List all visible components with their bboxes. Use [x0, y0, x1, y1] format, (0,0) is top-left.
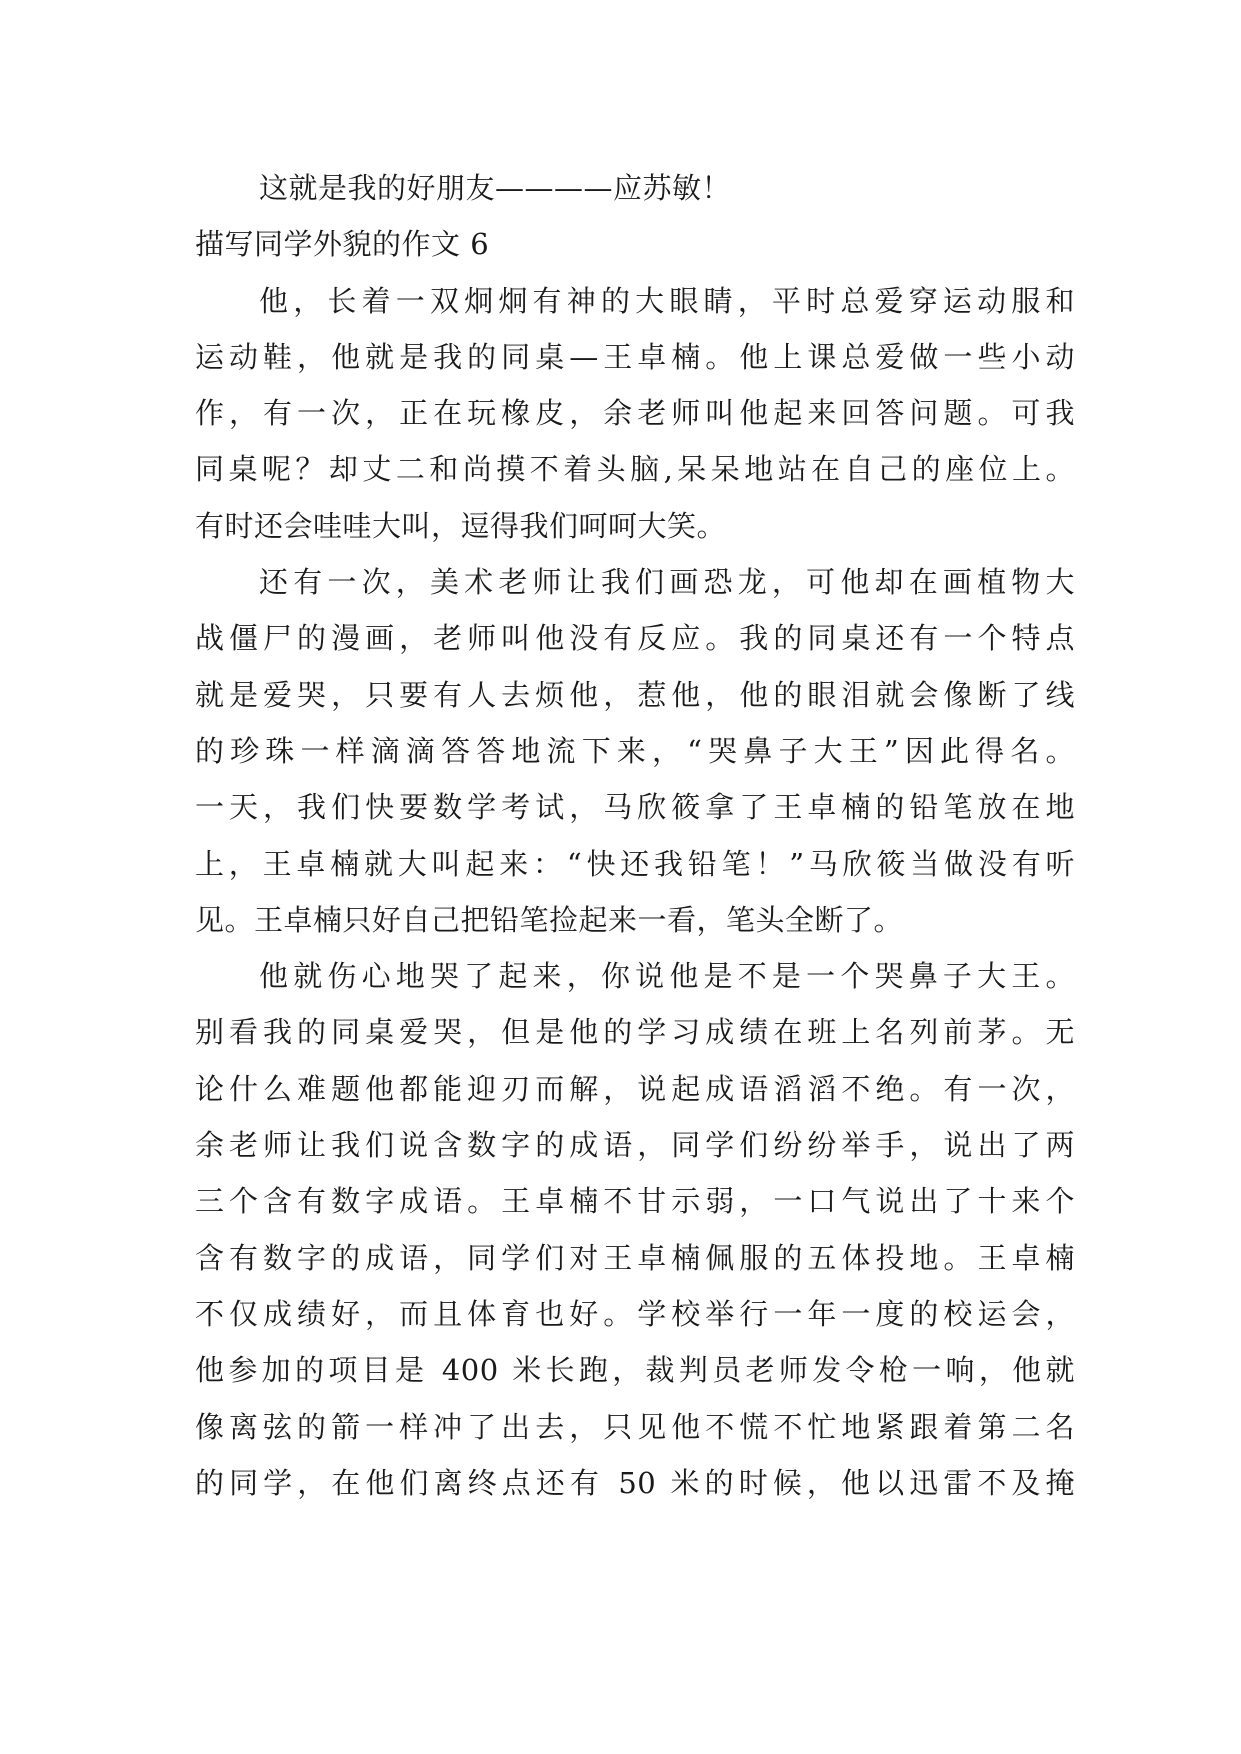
paragraph-3-line-6: 含有数字的成语，同学们对王卓楠佩服的五体投地。王卓楠 [195, 1240, 1075, 1275]
paragraph-3-line-9: 像离弦的箭一样冲了出去，只见他不慌不忙地紧跟着第二名 [195, 1409, 1075, 1444]
closing-line: 这就是我的好朋友————应苏敏！ [259, 171, 732, 205]
paragraph-3-line-1: 他就伤心地哭了起来，你说他是不是一个哭鼻子大王。 [259, 959, 1075, 994]
paragraph-3-line-8: 他参加的项目是 400 米长跑，裁判员老师发令枪一响，他就 [195, 1353, 1075, 1388]
paragraph-2-line-3: 就是爱哭，只要有人去烦他，惹他，他的眼泪就会像断了线 [195, 677, 1075, 712]
paragraph-2-line-6: 上，王卓楠就大叫起来：“快还我铅笔！”马欣筱当做没有听 [195, 846, 1075, 881]
paragraph-2-line-1: 还有一次，美术老师让我们画恐龙，可他却在画植物大 [259, 565, 1075, 600]
paragraph-1-line-2: 运动鞋，他就是我的同桌—王卓楠。他上课总爱做一些小动 [195, 339, 1075, 374]
paragraph-3-line-10: 的同学，在他们离终点还有 50 米的时候，他以迅雷不及掩 [195, 1465, 1075, 1500]
paragraph-3-line-5: 三个含有数字成语。王卓楠不甘示弱，一口气说出了十来个 [195, 1184, 1075, 1219]
paragraph-1-line-3: 作，有一次，正在玩橡皮，余老师叫他起来回答问题。可我 [195, 396, 1075, 431]
paragraph-2-line-2: 战僵尸的漫画，老师叫他没有反应。我的同桌还有一个特点 [195, 621, 1075, 656]
paragraph-3-line-3: 论什么难题他都能迎刃而解，说起成语滔滔不绝。有一次， [195, 1071, 1075, 1106]
document-body [195, 160, 1075, 1511]
paragraph-1-line-5: 有时还会哇哇大叫，逗得我们呵呵大笑。 [195, 508, 727, 543]
paragraph-3-line-7: 不仅成绩好，而且体育也好。学校举行一年一度的校运会， [195, 1296, 1075, 1331]
paragraph-1-line-4: 同桌呢？却丈二和尚摸不着头脑,呆呆地站在自己的座位上。 [195, 452, 1075, 487]
essay-heading: 描写同学外貌的作文 6 [195, 227, 490, 262]
paragraph-3-line-2: 别看我的同桌爱哭，但是他的学习成绩在班上名列前茅。无 [195, 1015, 1075, 1050]
paragraph-3-line-4: 余老师让我们说含数字的成语，同学们纷纷举手，说出了两 [195, 1128, 1075, 1163]
paragraph-2-line-5: 一天，我们快要数学考试，马欣筱拿了王卓楠的铅笔放在地 [195, 790, 1075, 825]
paragraph-1-line-1: 他，长着一双炯炯有神的大眼睛，平时总爱穿运动服和 [259, 283, 1075, 318]
paragraph-2-line-4: 的珍珠一样滴滴答答地流下来，“哭鼻子大王”因此得名。 [195, 733, 1075, 768]
paragraph-2-line-7: 见。王卓楠只好自己把铅笔捡起来一看，笔头全断了。 [195, 902, 904, 937]
